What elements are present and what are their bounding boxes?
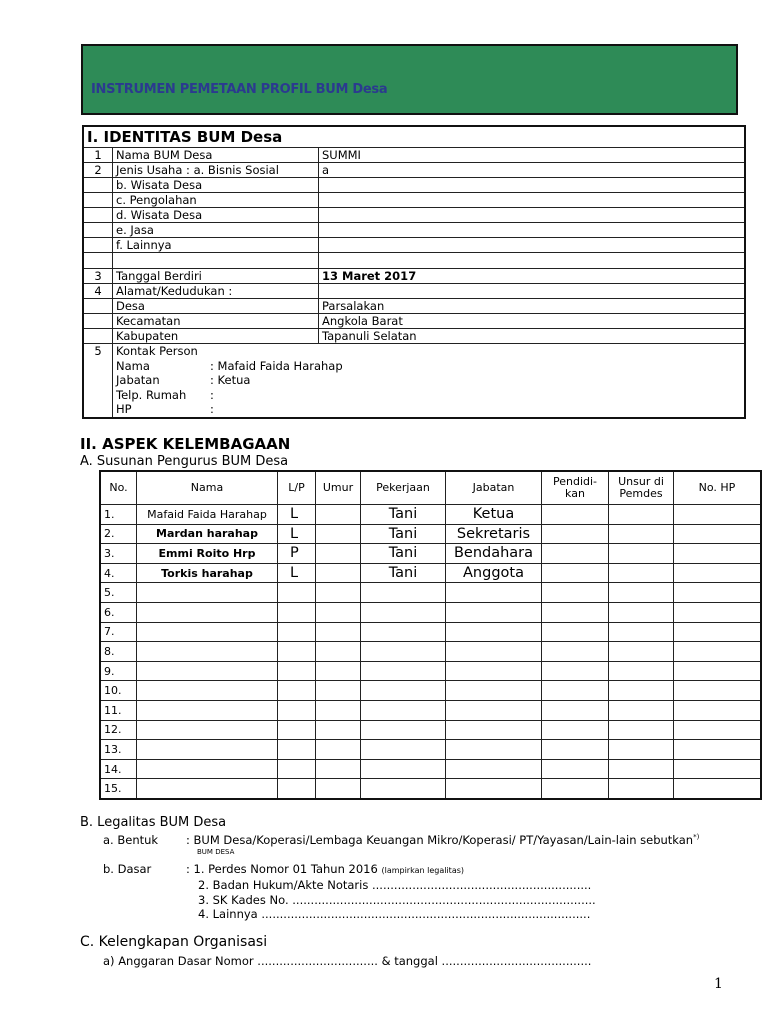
dasar-item-1 (186, 862, 464, 876)
cell-no: 12. (100, 720, 137, 740)
cell-lp (278, 681, 316, 701)
table-row (100, 740, 761, 760)
row-label: d. Wisata Desa (113, 208, 319, 223)
cell-hp (674, 602, 762, 622)
cell-pekerjaan (361, 700, 446, 720)
row-number: 1 (83, 148, 113, 163)
cell-pendidikan (542, 602, 609, 622)
cell-jabatan: Ketua (446, 505, 542, 525)
cell-nama: Mafaid Faida Harahap (137, 505, 278, 525)
table-row (83, 344, 745, 418)
contact-position-value: : Ketua (210, 373, 251, 387)
cell-no: 11. (100, 700, 137, 720)
cell-hp (674, 524, 762, 544)
col-nama: Nama (137, 471, 278, 505)
cell-lp: L (278, 524, 316, 544)
cell-unsur (609, 544, 674, 564)
row-label: Desa (113, 299, 319, 314)
cell-no: 15. (100, 779, 137, 799)
cell-jabatan (446, 740, 542, 760)
row-label: Kecamatan (113, 314, 319, 329)
row-value: a (319, 163, 746, 178)
cell-pekerjaan (361, 642, 446, 662)
cell-nama (137, 740, 278, 760)
cell-nama (137, 661, 278, 681)
dasar-item-3: 3. SK Kades No. ................................................................................... (198, 893, 596, 907)
cell-jabatan (446, 583, 542, 603)
cell-jabatan (446, 700, 542, 720)
cell-hp (674, 642, 762, 662)
cell-jabatan: Bendahara (446, 544, 542, 564)
cell-nama (137, 681, 278, 701)
cell-pekerjaan: Tani (361, 544, 446, 564)
col-no: No. (100, 471, 137, 505)
table-row (83, 299, 745, 314)
table-row (83, 148, 745, 163)
cell-lp: P (278, 544, 316, 564)
cell-hp (674, 583, 762, 603)
cell-no: 13. (100, 740, 137, 760)
row-number: 2 (83, 163, 113, 178)
cell-no: 8. (100, 642, 137, 662)
row-value: SUMMI (319, 148, 746, 163)
cell-no: 10. (100, 681, 137, 701)
cell-hp (674, 759, 762, 779)
contact-phone-label: Telp. Rumah (116, 387, 187, 402)
table-row (100, 661, 761, 681)
cell-hp (674, 681, 762, 701)
row-label: Nama BUM Desa (113, 148, 319, 163)
cell-umur (316, 661, 361, 681)
cell-umur (316, 524, 361, 544)
cell-umur (316, 759, 361, 779)
cell-no: 5. (100, 583, 137, 603)
table-row (100, 544, 761, 564)
col-unsur (609, 471, 674, 505)
cell-pendidikan (542, 642, 609, 662)
cell-hp (674, 700, 762, 720)
cell-nama (137, 700, 278, 720)
cell-lp (278, 622, 316, 642)
col-hp: No. HP (674, 471, 762, 505)
row-label: Kabupaten (113, 329, 319, 344)
cell-hp (674, 720, 762, 740)
cell-umur (316, 544, 361, 564)
cell-no: 14. (100, 759, 137, 779)
cell-pendidikan (542, 720, 609, 740)
dasar-label: b. Dasar (103, 862, 152, 876)
document-title: INSTRUMEN PEMETAAN PROFIL BUM Desa (91, 82, 388, 97)
cell-jabatan: Sekretaris (446, 524, 542, 544)
cell-unsur (609, 700, 674, 720)
cell-unsur (609, 622, 674, 642)
cell-no: 4. (100, 563, 137, 583)
row-value: Tapanuli Selatan (319, 329, 746, 344)
cell-nama (137, 779, 278, 799)
cell-no: 3. (100, 544, 137, 564)
table-row (100, 602, 761, 622)
cell-hp (674, 661, 762, 681)
contact-hp-label: HP (116, 402, 132, 416)
cell-unsur (609, 740, 674, 760)
row-value: Parsalakan (319, 299, 746, 314)
cell-pendidikan (542, 583, 609, 603)
row-label: f. Lainnya (113, 238, 319, 253)
cell-nama (137, 602, 278, 622)
col-pekerjaan: Pekerjaan (361, 471, 446, 505)
bentuk-label: a. Bentuk (103, 833, 159, 847)
table-header-row (100, 471, 761, 505)
cell-pendidikan (542, 524, 609, 544)
cell-pendidikan (542, 700, 609, 720)
table-row (100, 505, 761, 525)
cell-lp (278, 740, 316, 760)
cell-nama (137, 759, 278, 779)
cell-nama (137, 642, 278, 662)
cell-hp (674, 505, 762, 525)
table-row (83, 284, 745, 299)
cell-jabatan: Anggota (446, 563, 542, 583)
management-table (99, 470, 762, 800)
dasar-item-2: 2. Badan Hukum/Akte Notaris ............................................................ (198, 878, 592, 892)
cell-umur (316, 700, 361, 720)
cell-unsur (609, 759, 674, 779)
bentuk-footnote-mark: *) (693, 833, 700, 842)
col-pendidikan-line2: kan (565, 487, 585, 500)
cell-jabatan (446, 759, 542, 779)
cell-pekerjaan (361, 681, 446, 701)
contact-phone-value: : (210, 387, 214, 402)
col-unsur-line2: Pemdes (619, 487, 663, 500)
cell-jabatan (446, 622, 542, 642)
subsection-organization-title: C. Kelengkapan Organisasi (80, 934, 268, 950)
bentuk-value (186, 833, 699, 847)
contact-position-label: Jabatan (116, 373, 160, 387)
table-row (83, 193, 745, 208)
cell-unsur (609, 661, 674, 681)
cell-jabatan (446, 642, 542, 662)
table-row (83, 269, 745, 284)
col-umur: Umur (316, 471, 361, 505)
cell-lp: L (278, 563, 316, 583)
cell-lp (278, 661, 316, 681)
col-unsur-line1: Unsur di (618, 475, 664, 488)
cell-lp (278, 720, 316, 740)
cell-lp: L (278, 505, 316, 525)
cell-pendidikan (542, 563, 609, 583)
row-label: b. Wisata Desa (113, 178, 319, 193)
row-number: 4 (83, 284, 113, 299)
cell-unsur (609, 583, 674, 603)
cell-pekerjaan (361, 720, 446, 740)
table-row (83, 238, 745, 253)
articles-of-association-line: a) Anggaran Dasar Nomor ................................. & tanggal ......................................... (103, 954, 592, 968)
cell-no: 7. (100, 622, 137, 642)
table-row (100, 583, 761, 603)
row-value: 13 Maret 2017 (319, 269, 746, 284)
cell-umur (316, 563, 361, 583)
cell-jabatan (446, 602, 542, 622)
cell-umur (316, 583, 361, 603)
cell-pekerjaan: Tani (361, 524, 446, 544)
table-row (100, 720, 761, 740)
row-label: Jenis Usaha : a. Bisnis Sosial (113, 163, 319, 178)
cell-umur (316, 642, 361, 662)
cell-hp (674, 740, 762, 760)
dasar-item-1-text: : 1. Perdes Nomor 01 Tahun 2016 (186, 862, 378, 876)
cell-unsur (609, 642, 674, 662)
page-number: 1 (714, 976, 723, 992)
cell-umur (316, 740, 361, 760)
cell-nama (137, 720, 278, 740)
subsection-management-title: A. Susunan Pengurus BUM Desa (80, 454, 289, 469)
bentuk-text: : BUM Desa/Koperasi/Lembaga Keuangan Mikro/Koperasi/ PT/Yayasan/Lain-lain sebutkan (186, 833, 694, 847)
row-number: 5 (83, 344, 113, 418)
cell-pekerjaan (361, 583, 446, 603)
table-row (100, 700, 761, 720)
header-banner (81, 44, 738, 115)
cell-no: 9. (100, 661, 137, 681)
row-label: e. Jasa (113, 223, 319, 238)
cell-pekerjaan (361, 602, 446, 622)
table-row (100, 779, 761, 799)
table-row (83, 314, 745, 329)
bentuk-note: BUM DESA (197, 848, 235, 856)
cell-unsur (609, 681, 674, 701)
cell-umur (316, 779, 361, 799)
cell-unsur (609, 563, 674, 583)
cell-umur (316, 720, 361, 740)
cell-umur (316, 505, 361, 525)
col-jabatan: Jabatan (446, 471, 542, 505)
cell-lp (278, 602, 316, 622)
cell-pekerjaan: Tani (361, 505, 446, 525)
dasar-item-1-note: (lampirkan legalitas) (381, 866, 465, 875)
row-label: Alamat/Kedudukan : (113, 284, 319, 299)
table-row (83, 178, 745, 193)
section-institution-title: II. ASPEK KELEMBAGAAN (80, 435, 291, 453)
cell-hp (674, 622, 762, 642)
section-identity-title: I. IDENTITAS BUM Desa (83, 126, 745, 148)
cell-pekerjaan (361, 740, 446, 760)
dasar-item-4: 4. Lainnya .......................................................................................... (198, 907, 591, 921)
table-row (83, 329, 745, 344)
cell-pekerjaan: Tani (361, 563, 446, 583)
cell-pendidikan (542, 759, 609, 779)
subsection-legal-title: B. Legalitas BUM Desa (80, 815, 227, 830)
table-row (83, 208, 745, 223)
cell-hp (674, 563, 762, 583)
row-number: 3 (83, 269, 113, 284)
cell-hp (674, 779, 762, 799)
table-row (100, 759, 761, 779)
table-row (100, 524, 761, 544)
cell-pendidikan (542, 740, 609, 760)
cell-pendidikan (542, 661, 609, 681)
cell-pendidikan (542, 681, 609, 701)
cell-pendidikan (542, 779, 609, 799)
col-pendidikan-line1: Pendidi- (552, 475, 598, 488)
table-row (83, 223, 745, 238)
cell-jabatan (446, 661, 542, 681)
contact-hp-value: : (210, 402, 214, 416)
cell-lp (278, 583, 316, 603)
cell-no: 1. (100, 505, 137, 525)
contact-name-label: Nama (116, 358, 150, 373)
cell-lp (278, 700, 316, 720)
table-row (83, 253, 745, 269)
contact-person-block (113, 344, 746, 418)
cell-jabatan (446, 720, 542, 740)
cell-lp (278, 779, 316, 799)
cell-unsur (609, 602, 674, 622)
cell-umur (316, 681, 361, 701)
cell-hp (674, 544, 762, 564)
cell-pekerjaan (361, 622, 446, 642)
col-pendidikan (542, 471, 609, 505)
col-lp: L/P (278, 471, 316, 505)
cell-jabatan (446, 681, 542, 701)
identity-table (82, 125, 746, 419)
cell-nama (137, 622, 278, 642)
cell-nama: Mardan harahap (137, 524, 278, 544)
cell-pendidikan (542, 505, 609, 525)
cell-umur (316, 622, 361, 642)
table-row (100, 681, 761, 701)
cell-nama: Torkis harahap (137, 563, 278, 583)
table-row (83, 163, 745, 178)
cell-unsur (609, 505, 674, 525)
cell-nama (137, 583, 278, 603)
table-row (100, 622, 761, 642)
cell-nama: Emmi Roito Hrp (137, 544, 278, 564)
table-row (100, 563, 761, 583)
row-label: c. Pengolahan (113, 193, 319, 208)
cell-lp (278, 759, 316, 779)
cell-pendidikan (542, 544, 609, 564)
cell-no: 6. (100, 602, 137, 622)
cell-unsur (609, 524, 674, 544)
contact-heading: Kontak Person (116, 344, 198, 358)
cell-no: 2. (100, 524, 137, 544)
contact-name-value: : Mafaid Faida Harahap (210, 358, 343, 373)
table-row (100, 642, 761, 662)
cell-pekerjaan (361, 661, 446, 681)
row-label: Tanggal Berdiri (113, 269, 319, 284)
cell-unsur (609, 779, 674, 799)
cell-lp (278, 642, 316, 662)
cell-jabatan (446, 779, 542, 799)
row-value: Angkola Barat (319, 314, 746, 329)
cell-unsur (609, 720, 674, 740)
cell-pekerjaan (361, 779, 446, 799)
cell-pendidikan (542, 622, 609, 642)
cell-pekerjaan (361, 759, 446, 779)
cell-umur (316, 602, 361, 622)
